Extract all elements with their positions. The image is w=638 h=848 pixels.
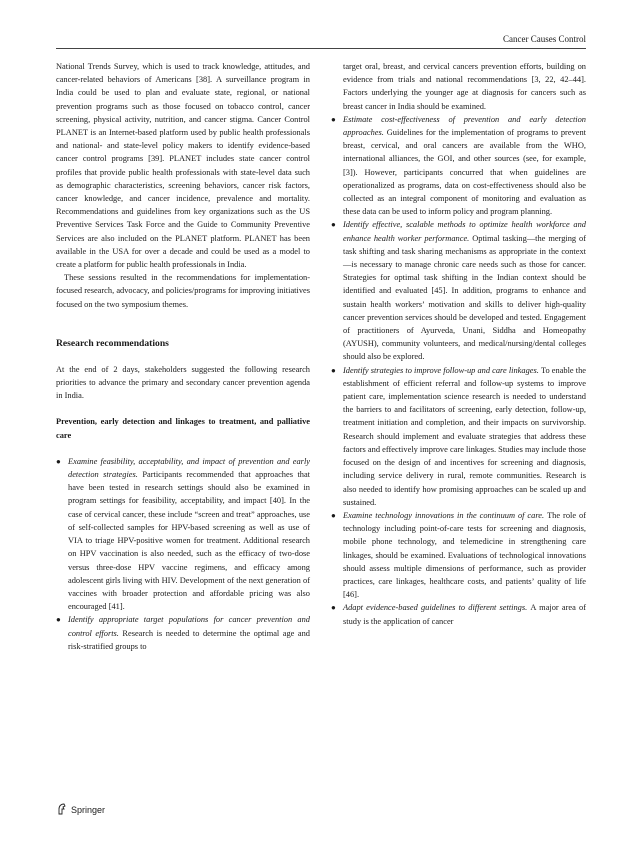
section-heading: Research recommendations bbox=[56, 337, 169, 349]
item-body: Guidelines for the implementation of programs to prevent breast, cervical, and oral cancers are available from the WHO, international alliances, the GOI, and other sources (see, for example, [3]). However, participants concurred that when guidelines are operationalized as programs, data on cost-effectiveness should also be collected as an integral component of monitoring and evaluation as these data can be used to inform policy and program planning. bbox=[343, 128, 586, 217]
list-item bbox=[331, 60, 586, 113]
paragraph: National Trends Survey, which is used to track knowledge, attitudes, and cancer-related behaviors of Americans [38]. A surveillance program in India could be used to plan and evaluate state, regional, or national prevention programs such as those focused on tobacco control, cancer screening, physical activity, nutrition, and cancer stigma. Cancer Control PLANET is an Internet-based platform used by public health professionals and national- and state-level policy makers to identify evidence-based cancer control programs [39]. PLANET includes state cancer control profiles that provide public health professionals with state-level data such as demographic characteristics, screening behaviors, cancer risk factors, cancer knowledge, and cancer incidence, prevalence and mortality. Recommendations and guidelines from key organizations such as the US Preventive Services Task Force and the Guide to Community Preventive Services are also included on the PLANET platform. PLANET has been available in the USA for over a decade and could be used as a model to create a platform for public health professionals in India. bbox=[56, 62, 310, 270]
item-body: The role of technology including point-of-care tests for screening and diagnosis, mobile phone technology, and telemedicine in strengthening care linkages, should be examined. Evaluations of technological innovations should assess multiple dimensions of performance, such as provider practices, care linkages, healthcare costs, and patients’ quality of life [46]. bbox=[343, 510, 586, 600]
publisher-name: Springer bbox=[71, 805, 106, 815]
item-body: Participants recommended that approaches that have been tested in research settings should also be examined in program settings for feasibility, acceptability, and impact [40]. In the case of cervical cancer, these include “screen and treat” approaches, use of self-collected samples for HPV-based screening as well as use of VIA to triage HPV-positive women for treatment. Additional research on HPV vaccination is also needed, such as the efficacy of two-dose versus three-dose HPV vaccine regimens, and efficacy among adolescent girls living with HIV. Development of the next generation of vaccines with broader protection and affordable pricing was also encouraged [41]. bbox=[68, 470, 311, 612]
item-title: Identify strategies to improve follow-up and care linkages. bbox=[343, 365, 541, 375]
list-item bbox=[331, 113, 586, 219]
bullet-icon: ● bbox=[331, 603, 336, 613]
item-title: Examine feasibility, acceptability, and impact of prevention and early detection strategies. bbox=[68, 456, 310, 480]
item-body: Research is needed to determine the optimal age and risk-stratified groups to bbox=[68, 628, 310, 651]
list-item bbox=[56, 613, 310, 653]
list-item bbox=[331, 509, 586, 601]
recommendation-list bbox=[56, 455, 310, 653]
item-title: Identify appropriate target populations for cancer prevention and control efforts. bbox=[68, 615, 310, 638]
paragraph: These sessions resulted in the recommendations for implementation-focused research, advocacy, and policies/programs for improving initiatives focused on the two symposium themes. bbox=[56, 273, 310, 309]
item-body: target oral, breast, and cervical cancers prevention efforts, building on evidence from trials and national recommendations [3, 22, 42–44]. Factors underlying the younger age at diagnosis for cancers such as breast cancer in India should be examined. bbox=[343, 62, 586, 111]
item-title: Estimate cost-effectiveness of prevention and early detection approaches. bbox=[343, 114, 586, 138]
item-title: Examine technology innovations in the continuum of care. bbox=[343, 510, 548, 520]
bullet-icon: ● bbox=[331, 365, 336, 375]
page-footer bbox=[56, 803, 105, 817]
right-column bbox=[331, 60, 586, 628]
item-title: Adapt evidence-based guidelines to different settings. bbox=[343, 603, 531, 613]
list-item bbox=[331, 364, 586, 509]
item-body: Optimal tasking—the merging of task shifting and task sharing mechanisms as appropriate in the context—is necessary to manage chronic care needs such as those for cancer. Strategies for optimal task shifting in the Indian context should be identified and evaluated [45]. In addition, programs to enhance and sustain health workers’ motivation and skills to deliver high-quality cancer prevention services should be developed and tested. Engagement of practitioners of Ayurveda, Unani, Siddha and Homeopathy (AYUSH), community volunteers, and medical/nursing/dental colleges should also be explored. bbox=[343, 233, 586, 362]
subsection-heading: Prevention, early detection and linkages to treatment, and palliative care bbox=[56, 417, 310, 440]
item-title: Identify effective, scalable methods to optimize health workforce and enhance health worker performance. bbox=[343, 220, 586, 243]
running-header: Cancer Causes Control bbox=[503, 34, 586, 44]
list-item bbox=[56, 455, 310, 613]
paragraph: At the end of 2 days, stakeholders suggested the following research priorities to advance the primary and secondary cancer prevention agenda in India. bbox=[56, 364, 310, 401]
bullet-icon: ● bbox=[331, 220, 336, 230]
bullet-icon: ● bbox=[331, 114, 336, 124]
left-column bbox=[56, 60, 310, 653]
bullet-icon: ● bbox=[56, 456, 61, 466]
item-body: A major area of study is the application of cancer bbox=[343, 603, 586, 626]
list-item bbox=[331, 218, 586, 363]
bullet-icon: ● bbox=[331, 510, 336, 520]
bullet-icon: ● bbox=[56, 615, 61, 625]
springer-horse-icon bbox=[56, 803, 71, 817]
list-item bbox=[331, 601, 586, 627]
recommendation-list-continued bbox=[331, 60, 586, 628]
item-body: To enable the establishment of efficient referral and follow-up systems to improve patient care, implementation science research is needed to understand the barriers to and facilitators of screening, early detection, follow-up, treatment initiation and completion, and their impacts on survivorship. Research should implement and evaluate strategies that address these factors and effectively improve care linkages. Studies may include those focused on the design of and incentives for screening and diagnosis, including service delivery in rural, remote communities. Research is also needed to identify how promising approaches can be scaled up and sustained. bbox=[343, 365, 586, 507]
header-rule bbox=[56, 48, 586, 49]
